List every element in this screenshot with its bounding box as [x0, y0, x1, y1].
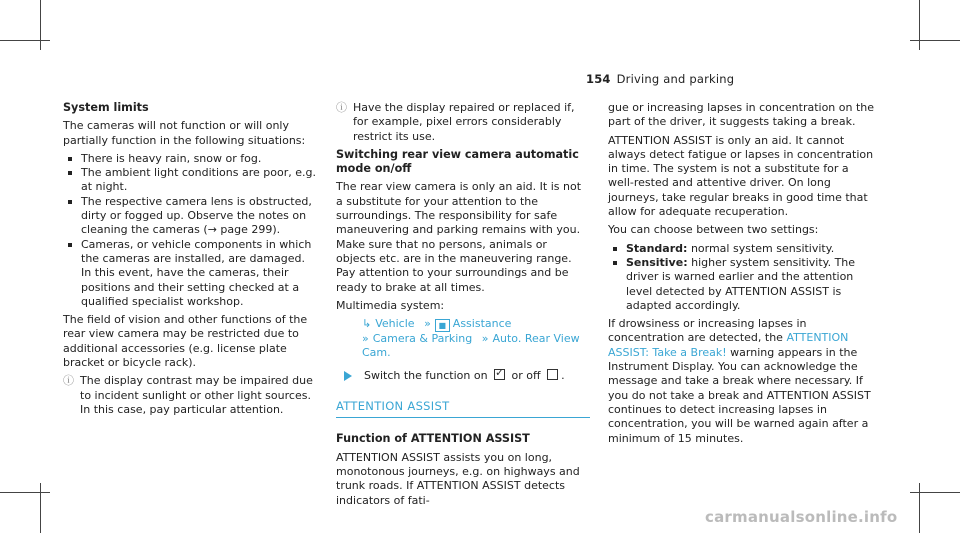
menu-item-auto-rear-view: Auto. Rear View Cam.	[362, 332, 580, 360]
action-arrow-icon	[344, 371, 352, 381]
paragraph: The rear view camera is only an aid. It is not a substitute for your attention to the surroundings. The responsibility for safe maneuvering and parking remains with you. Make sure that no persons, animals or objects etc. are in the maneuvering range. Pay attention to your surroundings and be ready to brake at all times.	[336, 180, 582, 294]
note-text: Have the display repaired or replaced if, for example, pixel errors considerably restrict its use.	[353, 101, 575, 143]
setting-name: Standard:	[626, 241, 688, 255]
watermark: carmanualsonline.info	[705, 508, 898, 526]
car-icon: ■	[435, 319, 450, 332]
paragraph: ATTENTION ASSIST is only an aid. It cannot always detect fatigue or lapses in concentration in time. The system is not a substitute for a well-rested and attentive driver. On long journeys, take regular breaks in good time that allow for adequate recuperation.	[608, 133, 874, 219]
info-icon: ⓘ	[63, 374, 74, 388]
crop-mark	[40, 483, 41, 533]
action-text-pre: Switch the function on	[364, 368, 488, 382]
page-header	[586, 72, 734, 86]
paragraph: The cameras will not function or will only partially function in the following situations:	[63, 119, 306, 147]
paragraph: The field of vision and other functions of the rear view camera may be restricted due to additional accessories (e.g. license plate bracket or bicycle rack).	[63, 313, 308, 370]
paragraph: Multimedia system:	[336, 298, 445, 312]
setting-text: normal system sensitivity.	[690, 241, 835, 255]
action-step	[336, 369, 590, 383]
crop-mark	[0, 40, 50, 41]
crop-mark	[910, 492, 960, 493]
paragraph: ATTENTION ASSIST assists you on long, monotonous journeys, e.g. on highways and trunk roads. If ATTENTION ASSIST detects indicators of fati-	[336, 450, 580, 507]
menu-path-line	[352, 332, 590, 361]
list-item	[608, 256, 876, 313]
section-title: ATTENTION ASSIST	[336, 399, 590, 418]
menu-item-assistance: Assistance	[452, 317, 512, 331]
menu-item-camera: Camera & Parking	[372, 332, 473, 346]
list-item: The ambient light conditions are poor, e.g. at night.	[63, 166, 318, 195]
menu-path-line	[352, 317, 590, 332]
setting-name: Sensitive:	[626, 255, 688, 269]
warning-message: ATTENTION ASSIST: Take a Break!	[608, 331, 849, 359]
chevron-right-icon: »	[362, 332, 369, 346]
crop-mark	[910, 40, 960, 41]
note	[63, 374, 318, 417]
page-number: 154	[586, 72, 611, 86]
column-2	[336, 101, 590, 512]
column-1	[63, 101, 318, 421]
info-icon: ⓘ	[336, 101, 347, 114]
crop-mark	[0, 492, 50, 493]
paragraph	[608, 317, 876, 446]
list-item: The respective camera lens is obstructed, dirty or fogged up. Observe the notes on cleaning the cameras (→ page 299).	[63, 195, 318, 238]
bullet-list	[63, 152, 318, 309]
setting-text: higher system sensitivity. The driver is warned earlier and the attention level detected by ATTENTION ASSIST is adapted accordingly.	[626, 255, 856, 312]
note-text: The display contrast may be impaired due to incident sunlight or other light sources. In this case, pay particular attention.	[80, 374, 313, 416]
page-title: Driving and parking	[616, 72, 735, 86]
crop-mark	[919, 483, 920, 533]
text: warning appears in the Instrument Display. You can acknowledge the message and take a break where necessary. If you do not take a break and ATTENTION ASSIST continues to detect increasing lapses in concentration, you will be warned again after a minimum of 15 minutes.	[608, 345, 871, 445]
column-3	[608, 101, 876, 450]
crop-mark	[40, 0, 41, 50]
paragraph: gue or increasing lapses in concentration on the part of the driver, it suggests taking a break.	[608, 101, 875, 129]
checkbox-unchecked-icon	[547, 369, 558, 380]
action-text-mid: or off	[511, 368, 541, 382]
settings-list	[608, 242, 876, 313]
menu-arrow-icon: ↳	[362, 317, 372, 331]
section-heading: System limits	[63, 101, 149, 114]
chevron-right-icon: »	[481, 332, 489, 346]
list-item: Cameras, or vehicle components in which the cameras are installed, are damaged. In this event, have the cameras, their positions and their setting checked at a qualified specialist workshop.	[63, 238, 318, 309]
checkbox-checked-icon	[494, 369, 505, 380]
subsection-heading: Function of ATTENTION ASSIST	[336, 432, 530, 446]
chevron-right-icon: »	[424, 317, 431, 331]
note	[336, 101, 590, 144]
action-text-post: .	[561, 368, 565, 382]
list-item: There is heavy rain, snow or fog.	[63, 152, 318, 166]
menu-item-vehicle: Vehicle	[375, 317, 415, 331]
menu-path	[336, 317, 590, 361]
subsection-heading: Switching rear view camera automatic mode on/off	[336, 147, 579, 176]
crop-mark	[919, 0, 920, 50]
paragraph: You can choose between two settings:	[608, 223, 819, 237]
text: If drowsiness or increasing lapses in concentration are detected, the	[608, 317, 807, 345]
list-item	[608, 242, 876, 256]
